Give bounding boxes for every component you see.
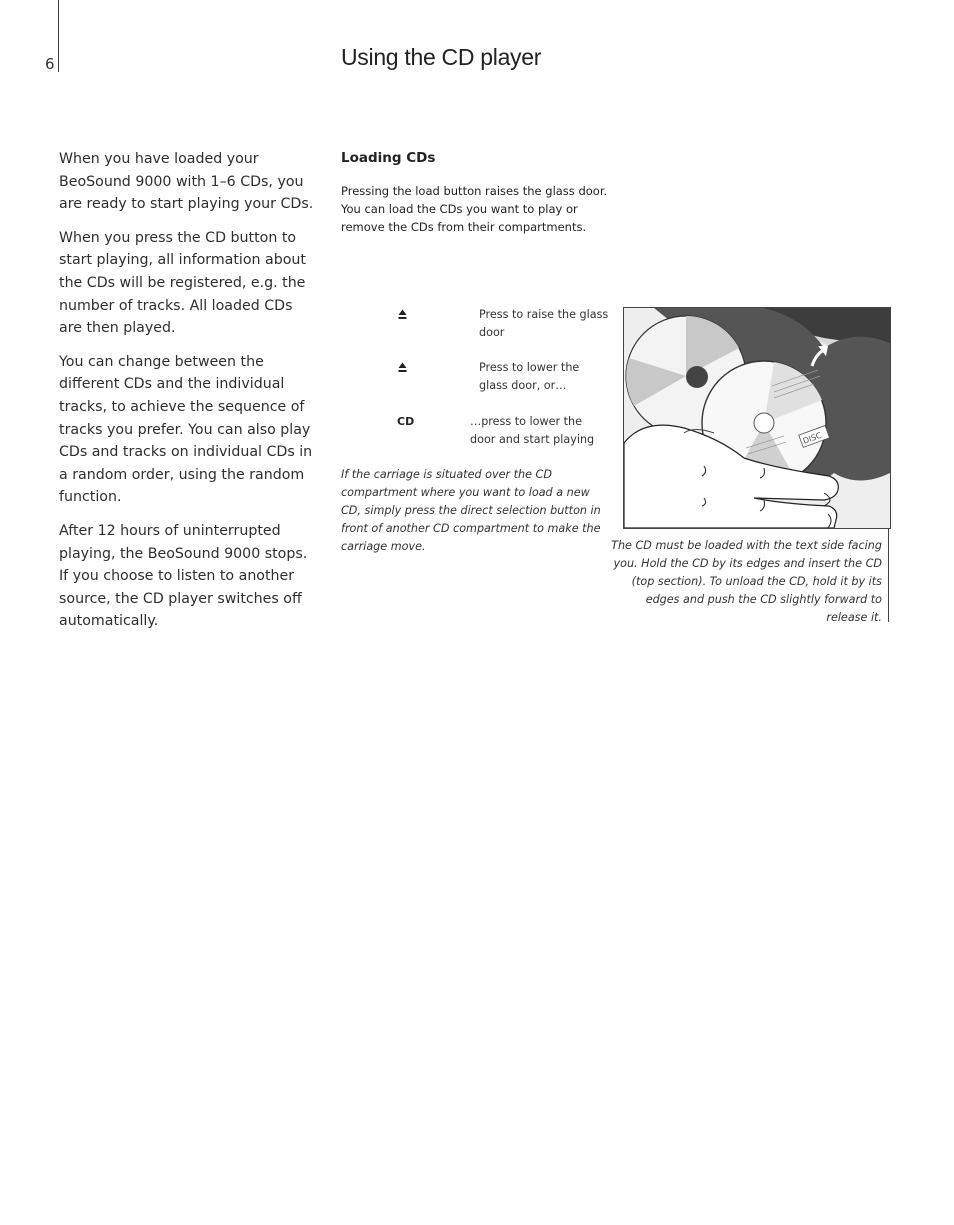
instruction-row-raise [341,306,611,346]
intro-paragraph: When you press the CD button to start playing, all information about the CDs will be registered, e.g. the number of tracks. All loaded CDs are then played. [59,229,306,337]
section-heading: Loading CDs [341,150,436,166]
carriage-note: If the carriage is situated over the CD compartment where you want to load a new CD, simply press the direct selection button in front of another CD compartment to make the carriage move. [341,468,601,553]
caption-rule [888,528,889,622]
intro-paragraph: After 12 hours of uninterrupted playing, the BeoSound 9000 stops. If you choose to listen to another source, the CD player switches off automatically. [59,522,308,630]
header-rule [58,0,59,72]
intro-column [59,148,314,644]
cd-key-label: CD [397,415,415,428]
intro-paragraph: When you have loaded your BeoSound 9000 with 1–6 CDs, you are ready to start playing your CDs. [59,151,314,213]
page-title: Using the CD player [341,44,542,70]
cd-logo-text: DISC [801,430,823,446]
eject-icon [398,309,407,320]
cd-loading-illustration [623,307,891,529]
intro-paragraph: You can change between the different CDs and the individual tracks, to achieve the sequence of tracks you prefer. You can also play CDs and tracks on individual CDs in a random order, using the random function. [59,353,313,506]
instruction-row-cd [341,413,611,453]
instruction-text: Press to raise the glass door [479,308,609,339]
figure-caption: The CD must be loaded with the text side facing you. Hold the CD by its edges and insert the CD (top section). To unload the CD, hold it by its edges and push the CD slightly forward to release it. [611,539,882,624]
section-intro: Pressing the load button raises the glass door. You can load the CDs you want to play or remove the CDs from their compartments. [341,184,608,234]
eject-icon [398,362,407,373]
instruction-row-lower [341,359,611,399]
instruction-text: Press to lower the glass door, or… [479,361,580,392]
page-number: 6 [45,55,55,73]
instruction-text: …press to lower the door and start playing [470,415,595,446]
